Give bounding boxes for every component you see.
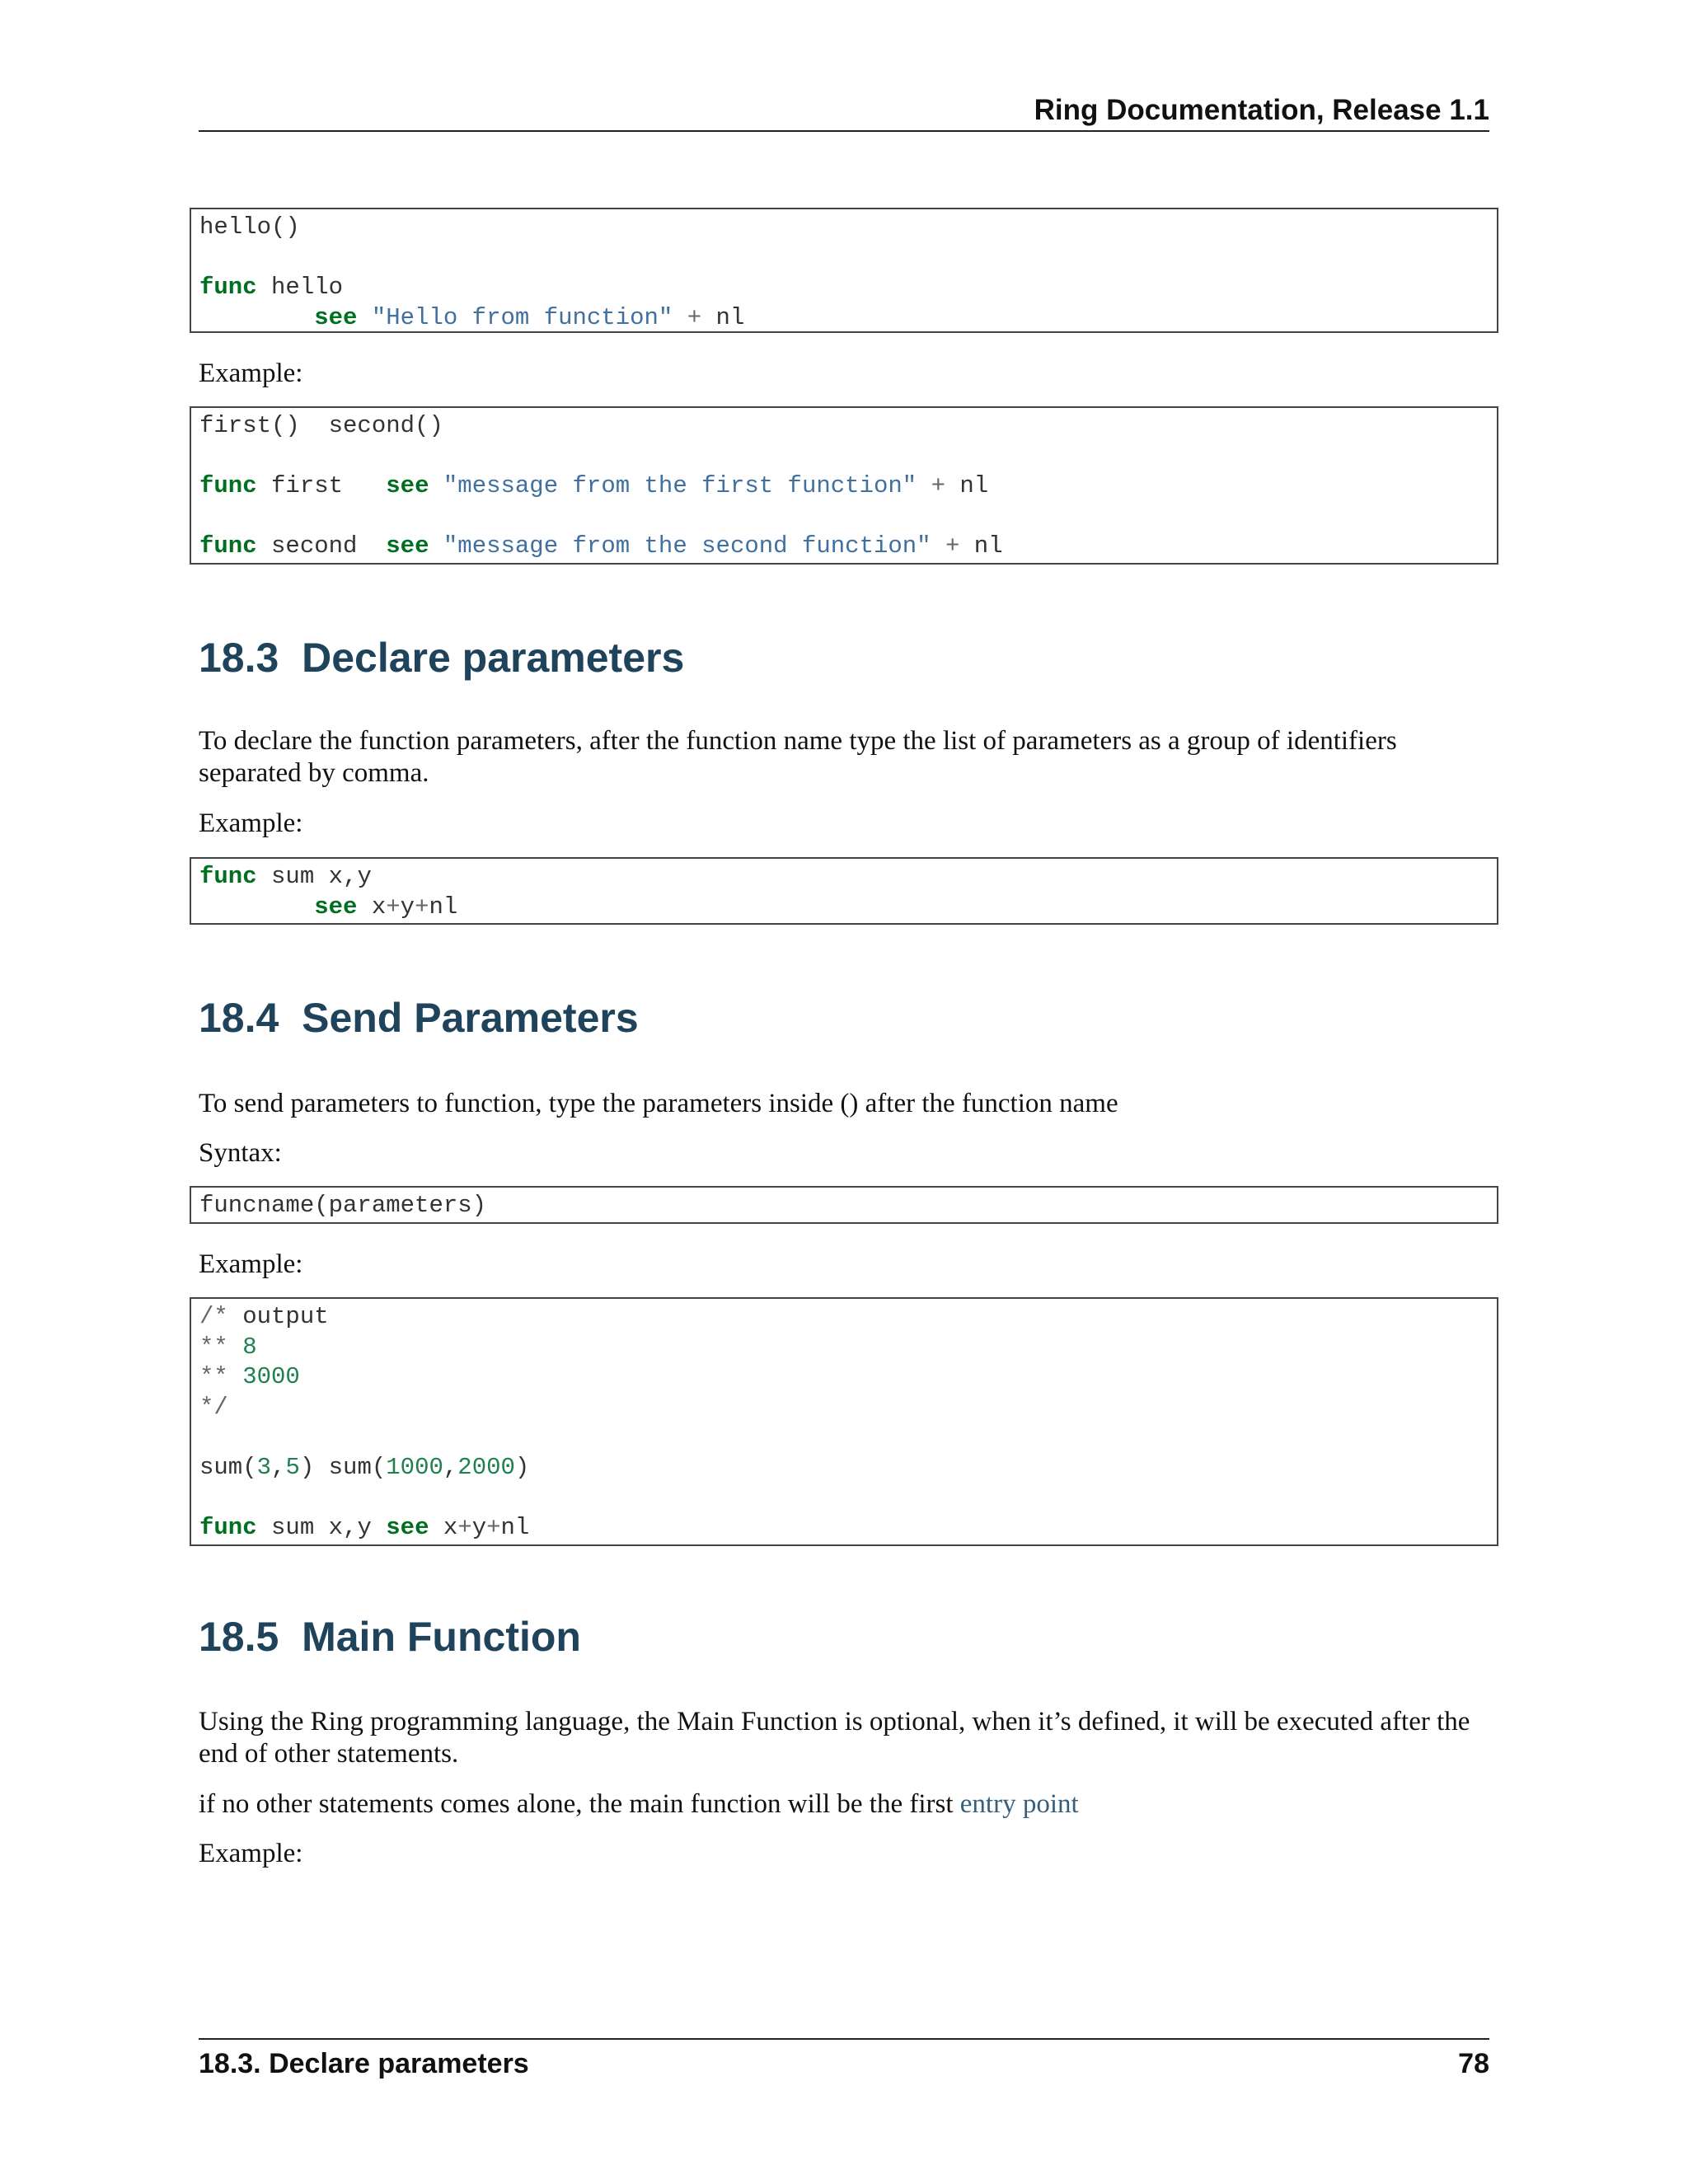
code-line xyxy=(199,1422,1497,1453)
code-token xyxy=(228,1333,242,1361)
header-rule xyxy=(199,130,1489,132)
code-token: 3000 xyxy=(242,1363,300,1390)
code-token: 8 xyxy=(242,1333,257,1361)
code-token: output xyxy=(227,1303,329,1330)
footer-section-title: 18.3. Declare parameters xyxy=(199,2048,529,2079)
code-token: nl xyxy=(959,532,1003,560)
code-token: nl xyxy=(945,472,989,499)
code-token: + xyxy=(486,1513,501,1541)
code-line xyxy=(199,1513,1497,1544)
code-line xyxy=(199,1333,1497,1363)
code-line xyxy=(199,1362,1497,1393)
section-heading-18-4: 18.4 Send Parameters xyxy=(199,995,639,1041)
code-token: sum x,y xyxy=(256,863,372,890)
code-block-hello xyxy=(190,208,1498,333)
code-token: hello xyxy=(256,274,344,301)
code-token: func xyxy=(199,532,257,560)
code-token: x xyxy=(429,1513,458,1541)
code-line xyxy=(199,1302,1497,1333)
syntax-label: Syntax: xyxy=(199,1138,282,1168)
code-token: ) sum( xyxy=(299,1453,387,1481)
code-token: y xyxy=(400,893,415,921)
example-label: Example: xyxy=(199,359,303,388)
example-label: Example: xyxy=(199,808,303,838)
code-token: see xyxy=(386,1513,429,1541)
code-token: first xyxy=(256,472,387,499)
code-token: ) xyxy=(514,1453,530,1481)
code-token: "message from the first function" xyxy=(443,472,917,499)
code-token: "message from the second function" xyxy=(443,532,931,560)
code-token xyxy=(429,532,443,560)
code-token: second xyxy=(256,532,387,560)
code-token: */ xyxy=(199,1393,228,1421)
footer-rule xyxy=(199,2038,1489,2040)
code-line xyxy=(199,502,1497,532)
section-heading-18-5: 18.5 Main Function xyxy=(199,1614,581,1660)
code-token: sum x,y xyxy=(256,1513,387,1541)
code-token: hello() xyxy=(199,213,300,241)
code-token: first() second() xyxy=(199,412,443,439)
code-token: 1000 xyxy=(386,1453,443,1481)
code-line xyxy=(199,303,1497,334)
paragraph-declare-parameters: To declare the function parameters, after the function name type the list of parameters as a group of identifiers separated by comma. xyxy=(199,726,1397,788)
code-line xyxy=(199,213,1497,243)
paragraph-main-function: Using the Ring programming language, the Main Function is optional, when it’s defined, it will be executed after the end of other statements. xyxy=(199,1707,1470,1769)
code-token: + xyxy=(945,532,960,560)
paragraph-send-parameters: To send parameters to function, type the parameters inside () after the function name xyxy=(199,1089,1118,1118)
paragraph-text: if no other statements comes alone, the main function will be the first xyxy=(199,1789,960,1819)
code-block-syntax xyxy=(190,1186,1498,1224)
code-token: + xyxy=(415,893,429,921)
code-token xyxy=(673,304,687,331)
code-token: , xyxy=(271,1453,286,1481)
example-label: Example: xyxy=(199,1249,303,1279)
code-token xyxy=(931,532,945,560)
code-token xyxy=(199,893,314,921)
code-line xyxy=(199,273,1497,303)
code-token: /* xyxy=(199,1303,228,1330)
code-token: func xyxy=(199,1513,257,1541)
code-token: y xyxy=(471,1513,487,1541)
code-line xyxy=(199,1191,1497,1221)
code-block-sum-call xyxy=(190,1297,1498,1546)
code-token: see xyxy=(314,893,358,921)
code-token xyxy=(429,472,443,499)
paragraph-entry-point xyxy=(199,1788,1493,1821)
code-token: + xyxy=(457,1513,472,1541)
code-token: nl xyxy=(429,893,458,921)
code-token: func xyxy=(199,472,257,499)
code-token: see xyxy=(314,303,358,331)
code-token: funcname(parameters) xyxy=(199,1192,487,1219)
code-token: "Hello from function" xyxy=(371,303,673,331)
code-token xyxy=(228,1363,242,1390)
code-line xyxy=(199,893,1497,923)
code-line xyxy=(199,243,1497,274)
code-token: see xyxy=(386,532,429,560)
code-token: + xyxy=(931,472,945,499)
footer-page-number: 78 xyxy=(1458,2048,1489,2079)
code-token: see xyxy=(386,472,429,499)
code-line xyxy=(199,442,1497,472)
code-line xyxy=(199,411,1497,442)
code-token: 3 xyxy=(256,1453,272,1481)
code-token: func xyxy=(199,274,257,301)
code-block-first-second xyxy=(190,406,1498,565)
code-token: + xyxy=(687,303,702,331)
code-line xyxy=(199,1393,1497,1423)
code-token: ** xyxy=(199,1363,228,1390)
code-block-sum-declare xyxy=(190,857,1498,925)
code-line xyxy=(199,1453,1497,1483)
code-token: sum( xyxy=(199,1453,257,1481)
code-line xyxy=(199,1483,1497,1513)
code-token: 2000 xyxy=(457,1453,515,1481)
code-line xyxy=(199,471,1497,502)
section-heading-18-3: 18.3 Declare parameters xyxy=(199,635,685,681)
entry-point-link[interactable]: entry point xyxy=(959,1789,1079,1819)
code-token: ** xyxy=(199,1333,228,1361)
code-token xyxy=(917,472,931,499)
code-token: , xyxy=(443,1453,458,1481)
example-label: Example: xyxy=(199,1839,303,1868)
code-line xyxy=(199,862,1497,893)
running-header: Ring Documentation, Release 1.1 xyxy=(1034,94,1489,126)
code-line xyxy=(199,532,1497,562)
code-token: + xyxy=(386,893,401,921)
code-token xyxy=(357,304,371,331)
code-token: nl xyxy=(701,303,745,331)
code-token: func xyxy=(199,863,257,890)
code-token: nl xyxy=(500,1513,530,1541)
code-token: 5 xyxy=(285,1453,300,1481)
code-token: x xyxy=(357,893,387,921)
code-token xyxy=(199,304,314,331)
